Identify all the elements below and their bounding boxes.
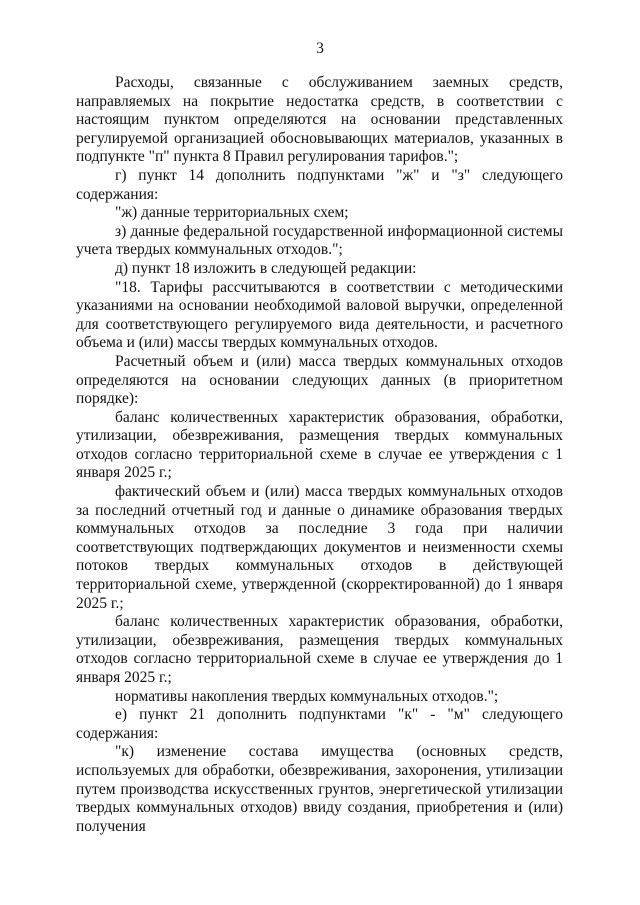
paragraph-point-18: "18. Тарифы рассчитываются в соответствии с методическими указаниями на основании необходимой валовой выручки, определенной для соответствующего регулируемого вида деятельности, и расчетного объема и (или) массы твердых коммунальных отходов. bbox=[76, 278, 563, 352]
paragraph-loan-expenses: Расходы, связанные с обслуживанием заемных средств, направляемых на покрытие недостатка средств, в соответствии с настоящим пунктом определяются на основании представленных регулируемой организацией обосновывающих материалов, указанных в подпункте "п" пункта 8 Правил регулирования тарифов."; bbox=[76, 74, 563, 166]
paragraph-estimated-volume: Расчетный объем и (или) масса твердых коммунальных отходов определяются на основании следующих данных (в приоритетном порядке): bbox=[76, 352, 563, 408]
paragraph-item-d: д) пункт 18 изложить в следующей редакции: bbox=[115, 259, 417, 277]
paragraph-subitem-k: "к) изменение состава имущества (основных средств, используемых для обработки, обезвреживания, захоронения, утилизации путем производства искусственных грунтов, энергетической утилизации твердых коммунальных отходов) ввиду создания, приобретения и (или) получения bbox=[76, 743, 563, 835]
page-number: 3 bbox=[316, 40, 324, 57]
paragraph-norms: нормативы накопления твердых коммунальных отходов."; bbox=[115, 687, 499, 705]
paragraph-subitem-zh: "ж) данные территориальных схем; bbox=[115, 204, 349, 222]
paragraph-actual-volume: фактический объем и (или) масса твердых коммунальных отходов за последний отчетный год и данные о динамике образования твердых коммунальных отходов за последние 3 года при наличии соответствующих подтверждающих документов и неизменности схемы потоков твердых коммунальных отходов в действующей территориальной схеме, утвержденной (скорректированной) до 1 января 2025 г.; bbox=[76, 483, 563, 612]
paragraph-balance-from-2025: баланс количественных характеристик образования, обработки, утилизации, обезвреживания, размещения твердых коммунальных отходов согласно территориальной схеме в случае ее утверждения с 1 января 2025 г.; bbox=[76, 408, 563, 482]
document-body bbox=[76, 74, 563, 836]
paragraph-item-e: е) пункт 21 дополнить подпунктами "к" - "м" следующего содержания: bbox=[76, 706, 563, 742]
paragraph-subitem-z: з) данные федеральной государственной информационной системы учета твердых коммунальных отходов."; bbox=[76, 222, 563, 259]
paragraph-item-g: г) пункт 14 дополнить подпунктами "ж" и "з" следующего содержания: bbox=[76, 166, 563, 203]
paragraph-balance-before-2025: баланс количественных характеристик образования, обработки, утилизации, обезвреживания, размещения твердых коммунальных отходов согласно территориальной схеме в случае ее утверждения до 1 января 2025 г.; bbox=[76, 613, 563, 686]
